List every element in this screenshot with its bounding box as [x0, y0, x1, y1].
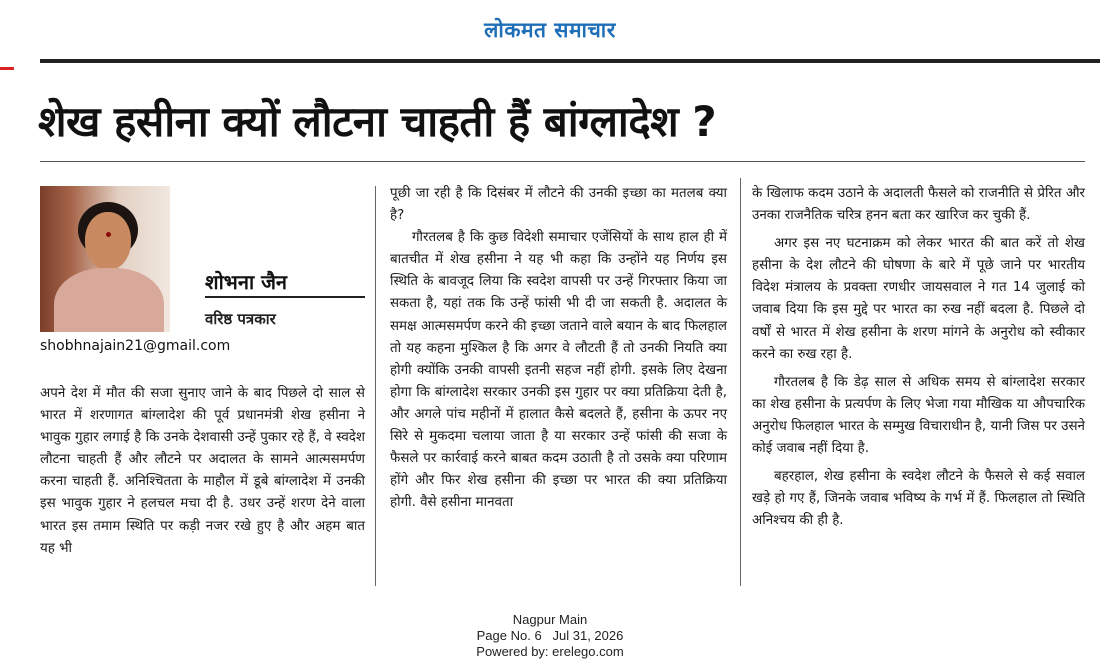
page-footer	[0, 612, 1100, 660]
edition-label: Nagpur Main	[512, 612, 588, 627]
article-column-2	[390, 183, 727, 514]
paragraph: के खिलाफ कदम उठाने के अदालती फैसले को राजनीति से प्रेरित और उनका राजनैतिक चरित्र हनन बता कर खारिज कर चुकी हैं.	[752, 186, 1085, 224]
article-column-3	[752, 183, 1085, 532]
author-rule	[205, 296, 365, 298]
article-column-1	[40, 383, 365, 560]
author-title: वरिष्ठ पत्रकार	[205, 310, 276, 328]
author-name: शोभना जैन	[205, 270, 288, 294]
paragraph: गौरतलब है कि डेढ़ साल से अधिक समय से बांग्लादेश सरकार का शेख हसीना के प्रत्यर्पण के लिए भेजा गया मौखिक या औपचारिक अनुरोध फिलहाल भारत के सम्मुख विचाराधीन है, यानी जिस पर उसने कोई जवाब नहीं दिया है.	[752, 374, 1085, 457]
masthead: लोकमत समाचार	[484, 18, 616, 42]
accent-rule	[0, 67, 14, 70]
paragraph: बहरहाल, शेख हसीना के स्वदेश लौटने के फैसले से कई सवाल खड़े हो गए हैं, जिनके जवाब भविष्य के गर्भ में हैं. फिलहाल तो स्थिति अनिश्चय की ही है.	[752, 469, 1085, 529]
author-photo	[40, 186, 170, 332]
headline-rule	[40, 161, 1085, 162]
paragraph: गौरतलब है कि कुछ विदेशी समाचार एजेंसियों के साथ हाल ही में बातचीत में शेख हसीना ने यह भी कहा कि उन्होंने यह निर्णय इस स्थिति के बावजूद लिया कि स्वदेश वापसी पर उन्हें गिरफ्तार किया जा सकता है, यहां तक कि उन्हें फांसी भी दी जा सकती है. अदालत के समक्ष आत्मसमर्पण करने की इच्छा जताने वाले बयान के बाद फिलहाल तो यह कहना मुश्किल है कि अगर वे लौटती हैं तो उनकी नियति क्या होगी क्योंकि उनकी वापसी इतनी सहज नहीं होगी. इसके लिए देखना होगा कि बांग्लादेश सरकार उनकी इस गुहार पर क्या प्रतिक्रिया देती है, और अगले पांच महीनों में हालात कैसे बदलते हैं, हसीना के ऊपर नए सिरे से मुकदमा चलाया जाता है या सरकार उन्हें फांसी की सजा के फैसले पर कार्रवाई करने बाबत कदम उठाती है तो उसके क्या परिणाम होंगे और फिर शेख हसीना की इच्छा पर भारत की क्या प्रतिक्रिया होगी. वैसे हसीना मानवता	[390, 230, 727, 511]
paragraph: पूछी जा रही है कि दिसंबर में लौटने की उनकी इच्छा का मतलब क्या है?	[390, 186, 727, 224]
page-date-label: Page No. 6 Jul 31, 2026	[476, 628, 624, 643]
column-divider	[740, 178, 741, 586]
powered-by-link[interactable]: Powered by: erelego.com	[476, 644, 624, 659]
paragraph: अगर इस नए घटनाक्रम को लेकर भारत की बात करें तो शेख हसीना के देश लौटने की घोषणा के बारे में पूछे जाने पर भारतीय विदेश मंत्रालय के प्रवक्ता रणधीर जायसवाल ने गत 14 जुलाई को जवाब दिया कि इस मुद्दे पर भारत का रुख नहीं बदला है. पिछले दो वर्षों से भारत में शेख हसीना के शरण मांगने के अनुरोध को स्वीकार करने का रुख रहा है.	[752, 236, 1085, 362]
headline: शेख हसीना क्यों लौटना चाहती हैं बांग्लादेश ?	[38, 97, 717, 146]
column-divider	[375, 186, 376, 586]
masthead-rule	[40, 59, 1100, 63]
paragraph: अपने देश में मौत की सजा सुनाए जाने के बाद पिछले दो साल से भारत में शरणागत बांग्लादेश की पूर्व प्रधानमंत्री शेख हसीना ने भावुक गुहार लगाई है कि उनके देशवासी उन्हें पुकार रहे हैं, वे स्वदेश लौटना चाहती हैं और लौटने पर अदालत के सामने आत्मसमर्पण करना चाहती हैं. अनिश्चितता के माहौल में डूबे बांग्लादेश में उनकी इस भावुक गुहार ने हलचल मचा दी है. उधर उन्हें शरण देने वाला भारत इस तमाम स्थिति पर कड़ी नजर रखे हुए है और अहम बात यह भी	[40, 386, 365, 556]
author-email: shobhnajain21@gmail.com	[40, 338, 231, 354]
